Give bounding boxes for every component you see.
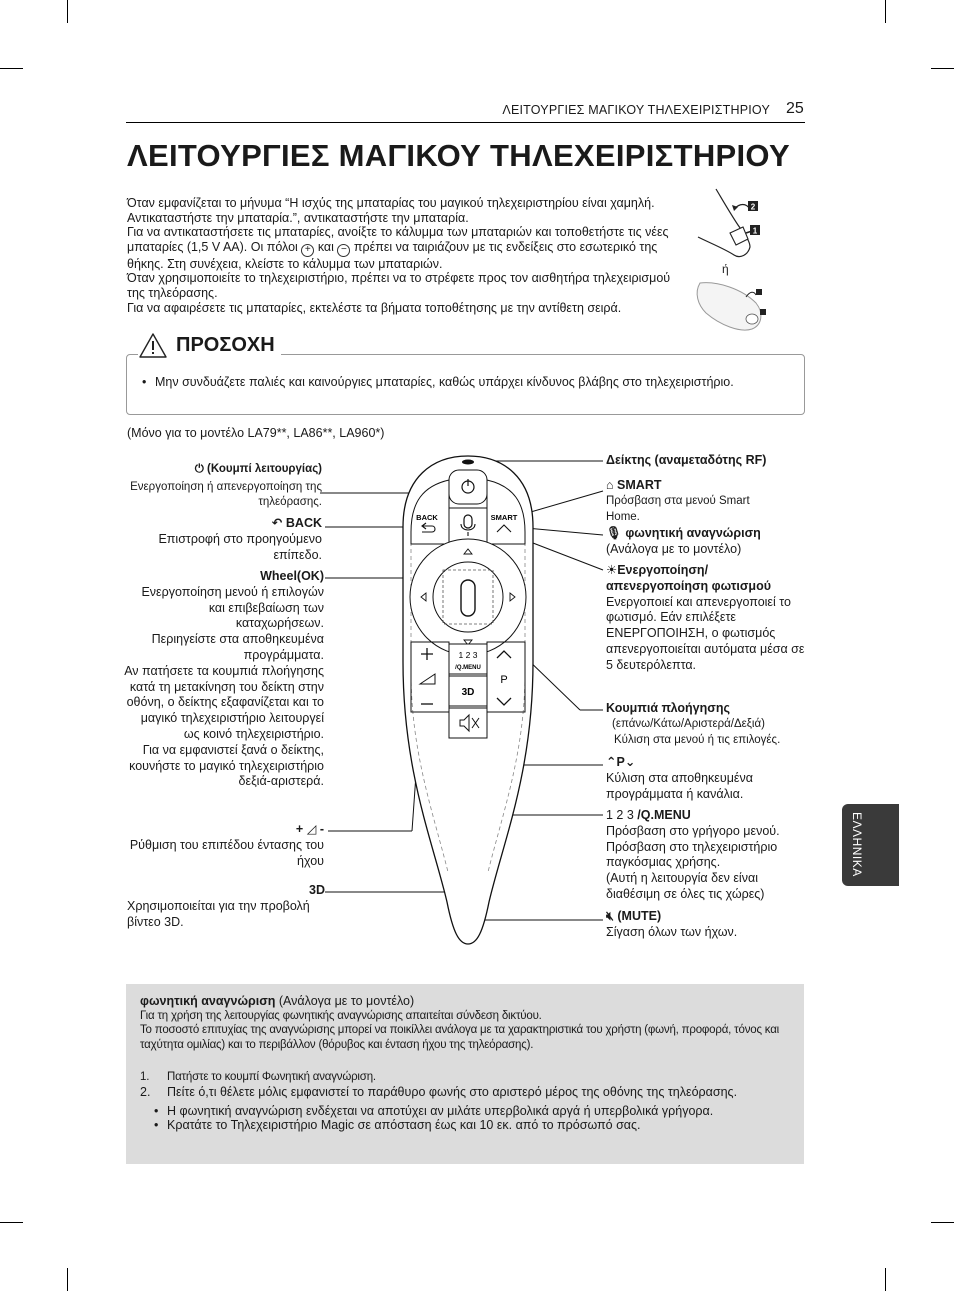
label-smart: [606, 478, 786, 525]
home-icon: ⌂: [606, 478, 614, 492]
mute-button: [449, 708, 487, 738]
intro-p2-b: και: [317, 239, 334, 254]
label-p-title: ⌃P⌄: [606, 755, 636, 769]
caution-bullet: •: [142, 375, 147, 389]
chevron-up-icon: ⌃: [606, 755, 617, 769]
voice-bullet-2: • Κρατάτε το Τηλεχειριστήριο Magic σε απόσταση έως και 10 εκ. από το πρόσωπό σας.: [154, 1118, 641, 1133]
qmenu-label: /Q.MENU: [455, 665, 481, 671]
back-button-label: BACK: [416, 513, 438, 522]
label-volume-desc: Ρύθμιση του επιπέδου έντασης του ήχου: [129, 837, 324, 868]
smart-button-label: SMART: [490, 513, 518, 522]
label-nav: [606, 701, 816, 748]
label-back-desc: Επιστροφή στο προηγούμενο επίπεδο.: [158, 531, 322, 562]
plus-pole-icon: +: [301, 244, 314, 257]
label-light-desc: Ενεργοποιεί και απενεργοποιεί το φωτισμό. Εάν επιλέξετε ΕΝΕΡΓΟΠΟΙΗΣΗ, ο φωτισμός απενεργοποιείται αυτόματα μέσα σε 5 δευτερόλεπτα.: [606, 594, 805, 672]
label-nav-desc2: Κύλιση στα μενού ή τις επιλογές.: [614, 733, 781, 746]
voice-steps: [140, 1070, 792, 1099]
rf-indicator: [462, 460, 474, 465]
mute-icon: 🔇︎: [606, 909, 614, 923]
label-light: [606, 563, 806, 674]
label-qmenu-desc3: (Αυτή η λειτουργία δεν είναι διαθέσιμη σε όλες τις χώρες): [606, 871, 765, 901]
voice-step-2: 2. Πείτε ό,τι θέλετε μόλις εμφανιστεί το παράθυρο φωνής στο αριστερό μέρος της οθόνης της τηλεόρασης.: [140, 1084, 738, 1099]
label-p: [606, 755, 806, 802]
label-nav-desc1: (επάνω/Κάτω/Αριστερά/Δεξιά): [612, 717, 765, 730]
intro-p1: Όταν εμφανίζεται το μήνυμα “Η ισχύς της μπαταρίας του μαγικού τηλεχειριστηρίου είναι χαμηλή. Αντικαταστήστε την μπαταρία.”, αντικαταστήστε την μπαταρία.: [127, 196, 655, 225]
volume-icon: ◿: [306, 822, 317, 836]
label-wheel-desc2: Περιηγείστε στα αποθηκευμένα προγράμματα.: [151, 632, 324, 662]
label-qmenu-title: 1 2 3 /Q.MENU: [606, 808, 691, 822]
label-3d: [127, 883, 325, 930]
label-mute-desc: Σίγαση όλων των ήχων.: [606, 924, 738, 939]
label-qmenu-desc1: Πρόσβαση στο γρήγορο μενού.: [606, 823, 780, 838]
label-smart-desc: Πρόσβαση στα μενού Smart Home.: [606, 494, 750, 523]
label-p-desc: Κύλιση στα αποθηκευμένα προγράμματα ή κανάλια.: [606, 770, 753, 801]
intro-p4: Για να αφαιρέσετε τις μπαταρίες, εκτελέστε τα βήματα τοποθέτησης με την αντίθετη σειρά.: [127, 300, 622, 315]
label-wheel-desc1: Ενεργοποίηση μενού ή επιλογών και επιβεβαίωση των καταχωρήσεων.: [141, 584, 324, 631]
3d-button-label: 3D: [461, 687, 475, 698]
label-power: [195, 462, 322, 478]
label-back: [122, 516, 322, 563]
back-arrow-icon: ↶: [271, 516, 283, 530]
magic-remote-diagram: [393, 452, 543, 952]
qmenu-numbers: 1 2 3: [458, 650, 478, 660]
intro-p2-c: πρέπει να ταιριάζουν με τις ενδείξεις στο εσωτερικό της θήκης. Στη συνέχεια, κλείστε το κάλυμμα των μπαταριών.: [127, 239, 658, 271]
intro-p2-a: Για να αντικαταστήσετε τις μπαταρίες, ανοίξτε το κάλυμμα των μπαταριών και τοποθετήστε τις νέες μπαταρίες (1,5 V AA). Οι πόλοι: [127, 225, 669, 254]
label-3d-title: 3D: [309, 883, 325, 897]
label-wheel-desc3: Αν πατήσετε τα κουμπιά πλοήγησης κατά τη μετακίνηση του δείκτη στην οθόνη, ο δείκτης εξαφανίζεται και το μαγικό τηλεχειριστήριο λειτουργεί ως κοινό τηλεχειριστήριο.: [124, 663, 324, 741]
microphone-icon: 🎙︎: [606, 526, 622, 540]
voice-recognition-note: [126, 984, 804, 1164]
minus-pole-icon: −: [337, 244, 350, 257]
or-label: ή: [722, 262, 729, 276]
page-title: ΛΕΙΤΟΥΡΓΙΕΣ ΜΑΓΙΚΟΥ ΤΗΛΕΧΕΙΡΙΣΤΗΡΙΟΥ: [127, 138, 790, 173]
step1-label: 1: [752, 226, 758, 236]
power-button: [449, 470, 487, 504]
page-number: 25: [786, 100, 804, 117]
label-voice-desc: (Ανάλογα με το μοντέλο): [606, 541, 742, 556]
label-power-title: ⏻ (Κουμπί λειτουργίας): [194, 463, 322, 475]
label-qmenu-desc2: Πρόσβαση στο τηλεχειριστήριο παγκόσμιας χρήσης.: [606, 839, 778, 870]
voice-note-requirement: Για τη χρήση της λειτουργίας φωνητικής αναγνώρισης απαιτείται σύνδεση δικτύου.: [140, 1009, 542, 1022]
label-voice: [606, 526, 806, 558]
label-light-title: ☀︎Ενεργοποίηση/ απενεργοποίηση φωτισμού: [606, 563, 771, 593]
voice-bullets: [140, 1104, 792, 1133]
label-wheel: [124, 569, 324, 790]
label-rf: [606, 453, 766, 469]
power-icon: ⏻: [194, 463, 204, 475]
caution-body: Μην συνδυάζετε παλιές και καινούργιες μπαταρίες, καθώς υπάρχει κίνδυνος βλάβης στο τηλεχειριστήριο.: [155, 375, 734, 389]
caution-title: ΠΡΟΣΟΧΗ: [176, 334, 275, 356]
intro-p3: Όταν χρησιμοποιείτε το τηλεχειριστήριο, πρέπει να το στρέφετε προς τον αισθητήρα τηλεχειρισμού της τηλεόρασης.: [127, 271, 671, 300]
language-side-tab-label: ΕΛΛΗΝΙΚΑ: [850, 812, 864, 877]
label-wheel-desc4: Για να εμφανιστεί ξανά ο δείκτης, κουνήστε το μαγικό τηλεχειριστήριο δεξιά-αριστερά.: [129, 742, 324, 789]
label-nav-title: Κουμπιά πλοήγησης: [606, 701, 730, 715]
voice-note-heading: φωνητική αναγνώριση (Ανάλογα με το μοντέλο): [140, 994, 415, 1008]
label-rf-title: Δείκτης (αναμεταδότης RF): [606, 453, 767, 467]
channel-p-label: P: [500, 674, 508, 686]
wheel-icon: [461, 580, 475, 616]
label-qmenu: [606, 808, 811, 903]
model-note: (Μόνο για το μοντέλο LA79**, LA86**, LA960*): [127, 426, 385, 440]
step2-label: 2: [750, 202, 756, 212]
chevron-down-icon: ⌄: [624, 755, 636, 769]
voice-bullet-1: • Η φωνητική αναγνώριση ενδέχεται να αποτύχει αν μιλάτε υπερβολικά αργά ή υπερβολικά γρήγορα.: [154, 1103, 714, 1118]
label-mute-title: 🔇︎ (MUTE): [606, 909, 662, 923]
label-power-desc: Ενεργοποίηση ή απενεργοποίηση της τηλεόρασης.: [130, 481, 322, 508]
voice-step-1: 1. Πατήστε το κουμπί Φωνητική αναγνώριση.: [140, 1071, 376, 1084]
language-side-tab: [842, 804, 899, 886]
label-mute: [606, 909, 806, 941]
voice-note-rate: Το ποσοστό επιτυχίας της αναγνώρισης μπορεί να ποικίλλει ανάλογα με τα χαρακτηριστικά του χρήστη (φωνή, προφορά, τόνος και ταχύτητα ομιλίας) και το περιβάλλον (θόρυβος και ένταση ήχου της τηλεόρασης).: [140, 1024, 779, 1051]
running-header: ΛΕΙΤΟΥΡΓΙΕΣ ΜΑΓΙΚΟΥ ΤΗΛΕΧΕΙΡΙΣΤΗΡΙΟΥ: [502, 103, 770, 117]
label-wheel-title: Wheel(OK): [260, 569, 324, 583]
label-volume: [114, 822, 324, 869]
label-3d-desc: Χρησιμοποιείται για την προβολή βίντεο 3D.: [127, 898, 310, 929]
label-back-title: ↶ BACK: [271, 516, 322, 530]
label-volume-title: + ◿ -: [295, 822, 324, 836]
label-smart-title: ⌂ SMART: [606, 478, 662, 492]
light-icon: ☀︎: [606, 563, 618, 577]
label-voice-title: 🎙︎ φωνητική αναγνώριση: [606, 526, 761, 540]
